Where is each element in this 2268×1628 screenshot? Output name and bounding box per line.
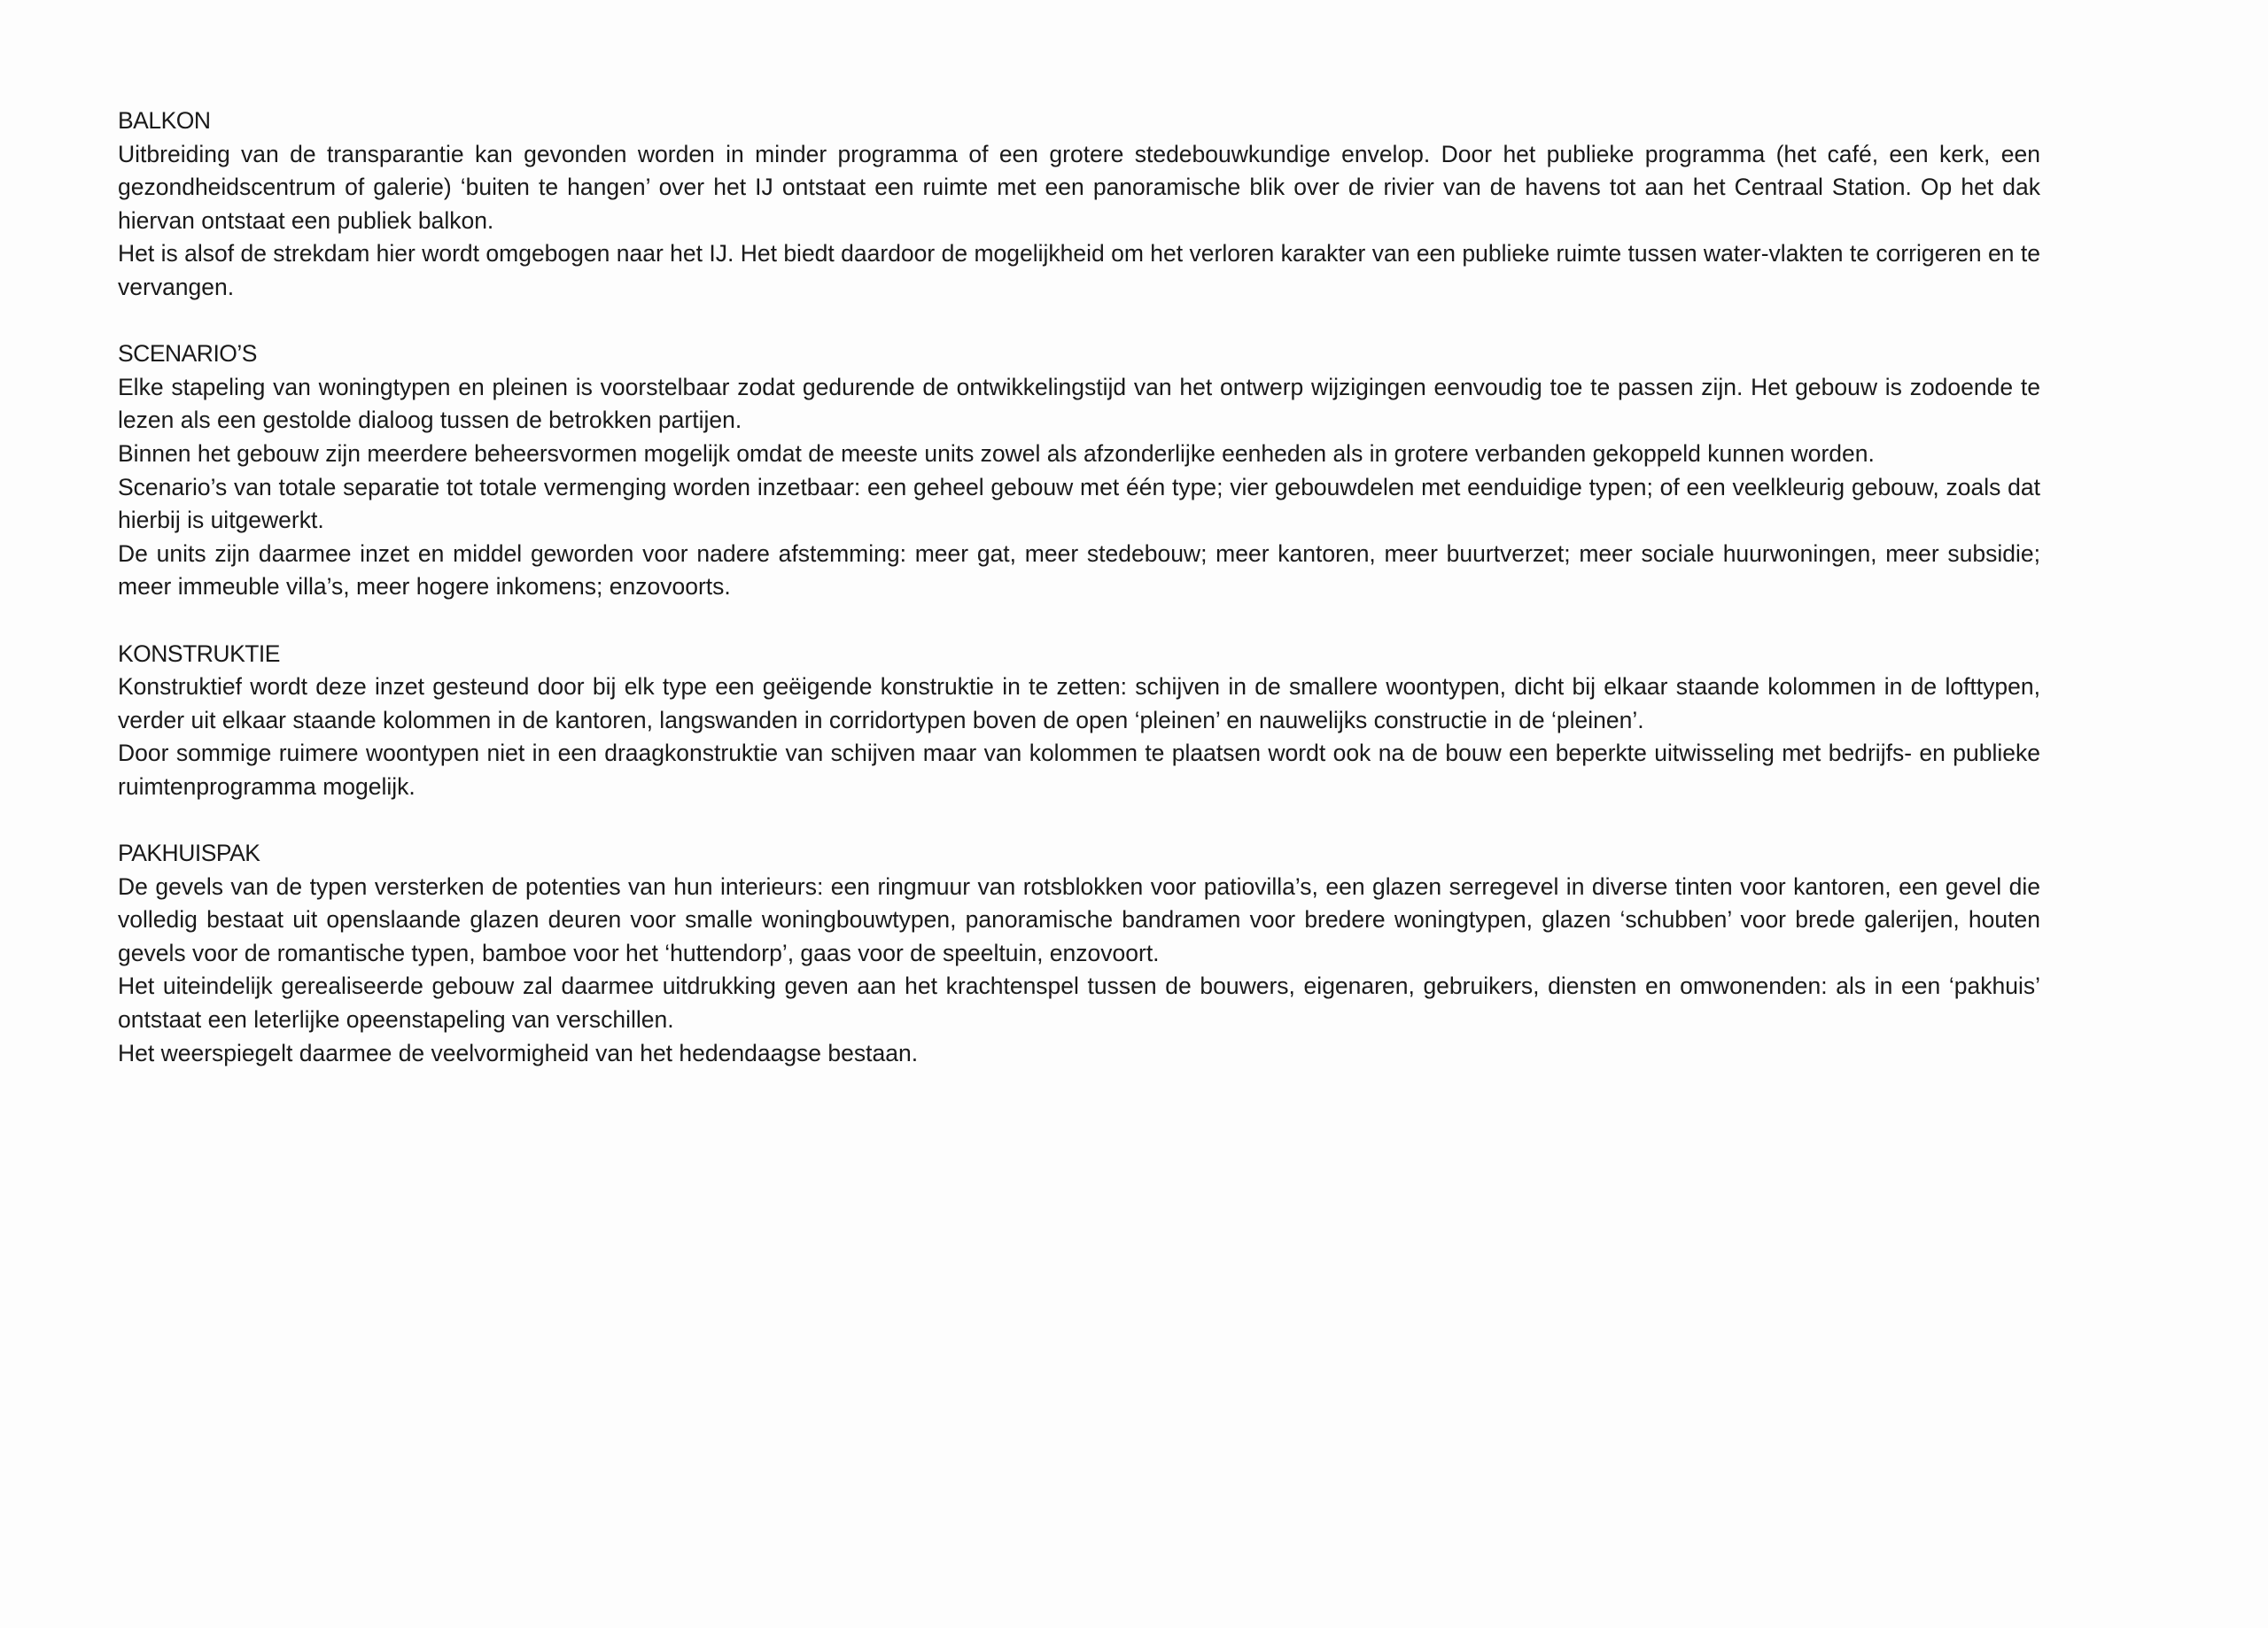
paragraph: Door sommige ruimere woontypen niet in een draagkonstruktie van schijven maar van kolommen te plaatsen wordt ook na de bouw een beperkte uitwisseling met bedrijfs- en publieke ruimtenprogramma mogelijk.: [118, 740, 2040, 800]
paragraph: Het weerspiegelt daarmee de veelvormigheid van het hedendaagse bestaan.: [118, 1039, 919, 1066]
paragraph: Konstruktief wordt deze inzet gesteund door bij elk type een geëigende konstruktie in te zetten: schijven in de smallere woontypen, dicht bij elkaar staande kolommen in de lofttypen, verder uit elkaar staande kolommen in de kantoren, langswanden in corridortypen boven de open ‘pleinen’ en nauwelijks constructie in de ‘pleinen’.: [118, 673, 2040, 733]
paragraph: Uitbreiding van de transparantie kan gevonden worden in minder programma of een grotere stedebouwkundige envelop. Door het publieke programma (het café, een kerk, een gezondheidscentrum of galerie) ‘buiten te hangen’ over het IJ ontstaat een ruimte met een panoramische blik over de rivier van de havens tot aan het Centraal Station. Op het dak hiervan ontstaat een publiek balkon.: [118, 140, 2040, 234]
section-heading: SCENARIO’S: [118, 340, 257, 368]
paragraph: De gevels van de typen versterken de potenties van hun interieurs: een ringmuur van rotsblokken voor patiovilla’s, een glazen serregevel in diverse tinten voor kantoren, een gevel die volledig bestaat uit openslaande glazen deuren voor smalle woningbouwtypen, panoramische bandramen voor bredere woningtypen, glazen ‘schubben’ voor brede galerijen, houten gevels voor de romantische typen, bamboe voor het ‘huttendorp’, gaas voor de speeltuin, enzovoort.: [118, 872, 2040, 966]
section-pakhuispak: [118, 837, 2040, 1070]
paragraph: Elke stapeling van woningtypen en pleinen is voorstelbaar zodat gedurende de ontwikkelingstijd van het ontwerp wijzigingen eenvoudig toe te passen zijn. Het gebouw is zodoende te lezen als een gestolde dialoog tussen de betrokken partijen.: [118, 373, 2040, 434]
section-balkon: [118, 105, 2040, 305]
paragraph: Het is alsof de strekdam hier wordt omgebogen naar het IJ. Het biedt daardoor de mogelijkheid om het verloren karakter van een publieke ruimte tussen water-vlakten te corrigeren en te vervangen.: [118, 240, 2040, 300]
section-heading: BALKON: [118, 107, 211, 134]
section-scenarios: [118, 337, 2040, 604]
paragraph: Het uiteindelijk gerealiseerde gebouw zal daarmee uitdrukking geven aan het krachtenspel tussen de bouwers, eigenaren, gebruikers, diensten en omwonenden: als in een ‘pakhuis’ ontstaat een leterlijke opeenstapeling van verschillen.: [118, 973, 2040, 1034]
paragraph: Scenario’s van totale separatie tot totale vermenging worden inzetbaar: een geheel gebouw met één type; vier gebouwdelen met eenduidige typen; of een veelkleurig gebouw, zoals dat hierbij is uitgewerkt.: [118, 473, 2040, 534]
section-heading: PAKHUISPAK: [118, 840, 260, 867]
paragraph: Binnen het gebouw zijn meerdere beheersvormen mogelijk omdat de meeste units zowel als afzonderlijke eenheden als in grotere verbanden gekoppeld kunnen worden.: [118, 439, 1875, 467]
document-text: [118, 105, 2040, 1104]
section-konstruktie: [118, 638, 2040, 804]
paragraph: De units zijn daarmee inzet en middel geworden voor nadere afstemming: meer gat, meer stedebouw; meer kantoren, meer buurtverzet; meer sociale huurwoningen, meer subsidie; meer immeuble villa’s, meer hogere inkomens; enzovoorts.: [118, 539, 2040, 601]
section-heading: KONSTRUKTIE: [118, 640, 280, 667]
